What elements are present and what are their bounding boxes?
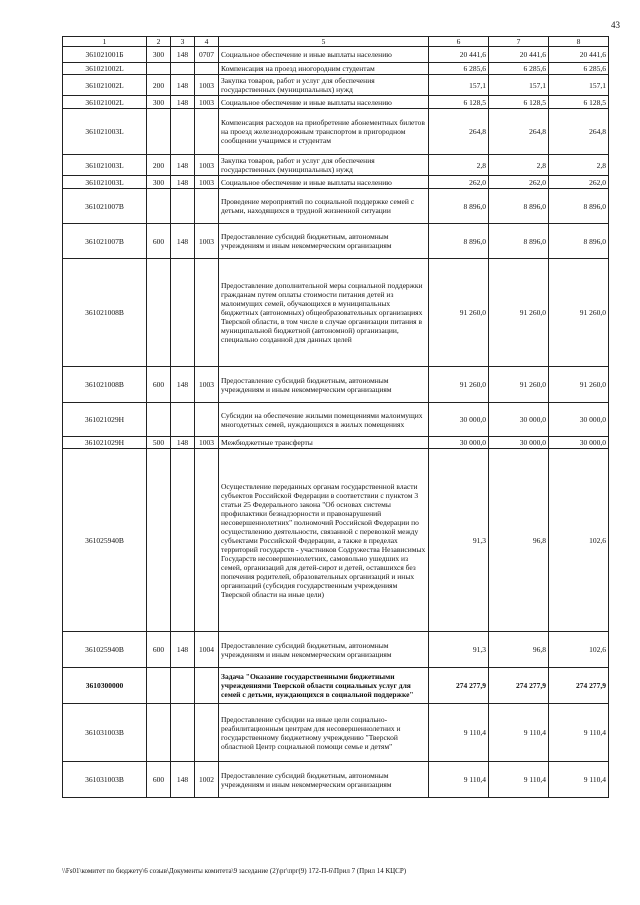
- row-value-col7: 91 260,0: [489, 259, 549, 367]
- row-name-cell: Задача "Оказание государственными бюджетными учреждениями Тверской области социальных услуг для семей с детьми, нуждающихся в социальной поддержке": [219, 668, 429, 704]
- row-vr-cell: 300: [147, 176, 171, 189]
- row-value-col8: 157,1: [549, 75, 609, 96]
- row-code-cell: 361021002L: [63, 96, 147, 109]
- row-code-cell: 361021007В: [63, 189, 147, 224]
- row-value-col7: 8 896,0: [489, 189, 549, 224]
- row-value-col6: 91 260,0: [429, 367, 489, 403]
- row-vr-cell: 500: [147, 437, 171, 449]
- row-code-cell: 361021002L: [63, 63, 147, 75]
- row-vr-cell: [147, 704, 171, 762]
- row-rz-cell: 1003: [195, 155, 219, 176]
- row-value-col7: 91 260,0: [489, 367, 549, 403]
- row-gr-cell: 148: [171, 75, 195, 96]
- row-gr-cell: [171, 189, 195, 224]
- row-rz-cell: [195, 449, 219, 632]
- row-rz-cell: [195, 403, 219, 437]
- row-vr-cell: [147, 63, 171, 75]
- row-value-col6: 9 110,4: [429, 762, 489, 798]
- table-row: [63, 449, 609, 632]
- row-vr-cell: 300: [147, 96, 171, 109]
- row-name-cell: Проведение мероприятий по социальной поддержке семей с детьми, находящихся в трудной жизненной ситуации: [219, 189, 429, 224]
- header-cell: 5: [219, 37, 429, 47]
- row-vr-cell: 200: [147, 155, 171, 176]
- row-value-col8: 30 000,0: [549, 437, 609, 449]
- row-name-cell: Социальное обеспечение и иные выплаты населению: [219, 176, 429, 189]
- row-vr-cell: 200: [147, 75, 171, 96]
- table-row: [63, 96, 609, 109]
- row-gr-cell: [171, 403, 195, 437]
- row-rz-cell: [195, 109, 219, 155]
- row-value-col6: 9 110,4: [429, 704, 489, 762]
- page-number: 43: [611, 20, 620, 30]
- row-name-cell: Предоставление субсидий бюджетным, автономным учреждениям и иным некоммерческим организациям: [219, 367, 429, 403]
- row-rz-cell: [195, 189, 219, 224]
- row-value-col7: 2,8: [489, 155, 549, 176]
- table-row: [63, 75, 609, 96]
- row-value-col8: 6 128,5: [549, 96, 609, 109]
- row-code-cell: 361021029Н: [63, 437, 147, 449]
- file-path-footer: \\Fs01\комитет по бюджету\6 созыв\Документы комитета\9 заседание (2)\рг\прг(9) 172-П-6\Прил 7 (Прил 14 КЦСР): [62, 867, 407, 875]
- row-value-col6: 262,0: [429, 176, 489, 189]
- table-header-row: [63, 37, 609, 47]
- row-code-cell: 361025940В: [63, 449, 147, 632]
- table-row: [63, 668, 609, 704]
- row-gr-cell: [171, 259, 195, 367]
- row-rz-cell: 1003: [195, 75, 219, 96]
- row-rz-cell: 0707: [195, 47, 219, 63]
- row-vr-cell: 600: [147, 224, 171, 259]
- row-value-col6: 30 000,0: [429, 403, 489, 437]
- row-code-cell: 361021008В: [63, 259, 147, 367]
- row-vr-cell: [147, 403, 171, 437]
- row-vr-cell: [147, 668, 171, 704]
- row-vr-cell: 600: [147, 762, 171, 798]
- row-name-cell: Социальное обеспечение и иные выплаты населению: [219, 47, 429, 63]
- row-value-col6: 6 285,6: [429, 63, 489, 75]
- row-value-col7: 30 000,0: [489, 437, 549, 449]
- row-value-col8: 6 285,6: [549, 63, 609, 75]
- row-vr-cell: [147, 109, 171, 155]
- row-value-col7: 8 896,0: [489, 224, 549, 259]
- table-row: [63, 704, 609, 762]
- row-name-cell: Предоставление субсидий бюджетным, автономным учреждениям и иным некоммерческим организациям: [219, 224, 429, 259]
- table-row: [63, 109, 609, 155]
- row-value-col7: 9 110,4: [489, 762, 549, 798]
- row-gr-cell: [171, 668, 195, 704]
- row-code-cell: 361031003В: [63, 762, 147, 798]
- table-row: [63, 259, 609, 367]
- row-value-col7: 157,1: [489, 75, 549, 96]
- row-value-col7: 6 285,6: [489, 63, 549, 75]
- row-gr-cell: [171, 449, 195, 632]
- row-value-col8: 91 260,0: [549, 259, 609, 367]
- row-vr-cell: 300: [147, 47, 171, 63]
- row-code-cell: 361021003L: [63, 176, 147, 189]
- row-value-col6: 30 000,0: [429, 437, 489, 449]
- row-value-col6: 2,8: [429, 155, 489, 176]
- row-gr-cell: [171, 109, 195, 155]
- row-gr-cell: 148: [171, 96, 195, 109]
- header-cell: 7: [489, 37, 549, 47]
- table-row: [63, 224, 609, 259]
- table-row: [63, 437, 609, 449]
- row-value-col8: 102,6: [549, 449, 609, 632]
- row-code-cell: 361021029Н: [63, 403, 147, 437]
- row-name-cell: Компенсация расходов на приобретение абонементных билетов на проезд железнодорожным транспортом в пригородном сообщении учащимся и студентам: [219, 109, 429, 155]
- row-value-col7: 9 110,4: [489, 704, 549, 762]
- row-value-col6: 274 277,9: [429, 668, 489, 704]
- table-row: [63, 176, 609, 189]
- row-value-col7: 30 000,0: [489, 403, 549, 437]
- row-vr-cell: [147, 259, 171, 367]
- header-cell: 3: [171, 37, 195, 47]
- row-value-col8: 20 441,6: [549, 47, 609, 63]
- row-rz-cell: 1002: [195, 762, 219, 798]
- row-value-col7: 96,8: [489, 632, 549, 668]
- row-value-col6: 91 260,0: [429, 259, 489, 367]
- table-row: [63, 367, 609, 403]
- row-value-col7: 264,8: [489, 109, 549, 155]
- row-rz-cell: 1003: [195, 367, 219, 403]
- row-value-col6: 157,1: [429, 75, 489, 96]
- row-code-cell: 361021003L: [63, 155, 147, 176]
- header-cell: 6: [429, 37, 489, 47]
- row-gr-cell: 148: [171, 367, 195, 403]
- row-value-col8: 30 000,0: [549, 403, 609, 437]
- table-row: [63, 762, 609, 798]
- row-name-cell: Социальное обеспечение и иные выплаты населению: [219, 96, 429, 109]
- header-cell: 2: [147, 37, 171, 47]
- row-gr-cell: 148: [171, 47, 195, 63]
- row-rz-cell: [195, 259, 219, 367]
- row-name-cell: Закупка товаров, работ и услуг для обеспечения государственных (муниципальных) нужд: [219, 155, 429, 176]
- row-value-col8: 9 110,4: [549, 762, 609, 798]
- row-value-col6: 264,8: [429, 109, 489, 155]
- row-value-col8: 264,8: [549, 109, 609, 155]
- row-value-col8: 8 896,0: [549, 224, 609, 259]
- row-gr-cell: 148: [171, 176, 195, 189]
- row-value-col8: 8 896,0: [549, 189, 609, 224]
- row-gr-cell: [171, 704, 195, 762]
- row-code-cell: 361021008В: [63, 367, 147, 403]
- row-value-col6: 6 128,5: [429, 96, 489, 109]
- row-code-cell: 361021002L: [63, 75, 147, 96]
- row-value-col6: 91,3: [429, 449, 489, 632]
- row-gr-cell: 148: [171, 437, 195, 449]
- row-rz-cell: 1003: [195, 176, 219, 189]
- row-vr-cell: [147, 449, 171, 632]
- row-code-cell: 361021001Б: [63, 47, 147, 63]
- budget-table: [62, 36, 609, 798]
- row-value-col7: 96,8: [489, 449, 549, 632]
- row-value-col8: 262,0: [549, 176, 609, 189]
- row-rz-cell: 1003: [195, 96, 219, 109]
- row-value-col6: 91,3: [429, 632, 489, 668]
- table-row: [63, 155, 609, 176]
- row-gr-cell: 148: [171, 632, 195, 668]
- row-gr-cell: 148: [171, 224, 195, 259]
- row-vr-cell: 600: [147, 632, 171, 668]
- row-value-col8: 274 277,9: [549, 668, 609, 704]
- row-value-col6: 20 441,6: [429, 47, 489, 63]
- row-code-cell: 361021003L: [63, 109, 147, 155]
- header-cell: 8: [549, 37, 609, 47]
- header-cell: 1: [63, 37, 147, 47]
- row-value-col6: 8 896,0: [429, 189, 489, 224]
- row-value-col8: 2,8: [549, 155, 609, 176]
- table-row: [63, 632, 609, 668]
- row-value-col8: 91 260,0: [549, 367, 609, 403]
- row-code-cell: 361021007В: [63, 224, 147, 259]
- row-vr-cell: [147, 189, 171, 224]
- table-row: [63, 47, 609, 63]
- row-name-cell: Закупка товаров, работ и услуг для обеспечения государственных (муниципальных) нужд: [219, 75, 429, 96]
- table-row: [63, 63, 609, 75]
- row-rz-cell: 1004: [195, 632, 219, 668]
- row-code-cell: 361025940В: [63, 632, 147, 668]
- row-name-cell: Предоставление субсидий бюджетным, автономным учреждениям и иным некоммерческим организациям: [219, 762, 429, 798]
- row-code-cell: 3610300000: [63, 668, 147, 704]
- row-gr-cell: 148: [171, 155, 195, 176]
- row-name-cell: Субсидии на обеспечение жилыми помещениями малоимущих многодетных семей, нуждающихся в жилых помещениях: [219, 403, 429, 437]
- row-name-cell: Предоставление субсидий бюджетным, автономным учреждениям и иным некоммерческим организациям: [219, 632, 429, 668]
- row-value-col7: 6 128,5: [489, 96, 549, 109]
- row-value-col7: 274 277,9: [489, 668, 549, 704]
- row-value-col7: 262,0: [489, 176, 549, 189]
- table-row: [63, 189, 609, 224]
- table-row: [63, 403, 609, 437]
- row-vr-cell: 600: [147, 367, 171, 403]
- row-gr-cell: 148: [171, 762, 195, 798]
- row-gr-cell: [171, 63, 195, 75]
- row-rz-cell: [195, 668, 219, 704]
- row-rz-cell: [195, 704, 219, 762]
- row-value-col8: 102,6: [549, 632, 609, 668]
- row-value-col7: 20 441,6: [489, 47, 549, 63]
- row-code-cell: 361031003В: [63, 704, 147, 762]
- row-rz-cell: [195, 63, 219, 75]
- row-name-cell: Межбюджетные трансферты: [219, 437, 429, 449]
- row-rz-cell: 1003: [195, 437, 219, 449]
- row-name-cell: Предоставление дополнительной меры социальной поддержки гражданам путем оплаты стоимости питания детей из малоимущих семей, обучающихся в муниципальных бюджетных (автономных) общеобразовательных организациях Тверской области, в том числе в случае организации питания в муниципальной бюджетной (автономной) организации, специально созданной для данных целей: [219, 259, 429, 367]
- header-cell: 4: [195, 37, 219, 47]
- row-value-col6: 8 896,0: [429, 224, 489, 259]
- row-name-cell: Осуществление переданных органам государственной власти субъектов Российской Федерации в соответствии с пунктом 3 статьи 25 Федерального закона "Об основах системы профилактики безнадзорности и правонарушений несовершеннолетних" полномочий Российской Федерации по осуществлению деятельности, связанной с перевозкой между субъектами Российской Федерации, а также в пределах территорий государств - участников Содружества Независимых Государств несовершеннолетних, самовольно ушедших из семей, организаций для детей-сирот и детей, оставшихся без попечения родителей, образовательных организаций и иных организаций (субсидия государственным учреждениям Тверской области на иные цели): [219, 449, 429, 632]
- row-name-cell: Предоставление субсидии на иные цели социально-реабилитационным центрам для несовершеннолетних и государственному бюджетному учреждению "Тверской областной Центр социальной помощи семье и детям": [219, 704, 429, 762]
- row-rz-cell: 1003: [195, 224, 219, 259]
- row-name-cell: Компенсация на проезд иногородним студентам: [219, 63, 429, 75]
- row-value-col8: 9 110,4: [549, 704, 609, 762]
